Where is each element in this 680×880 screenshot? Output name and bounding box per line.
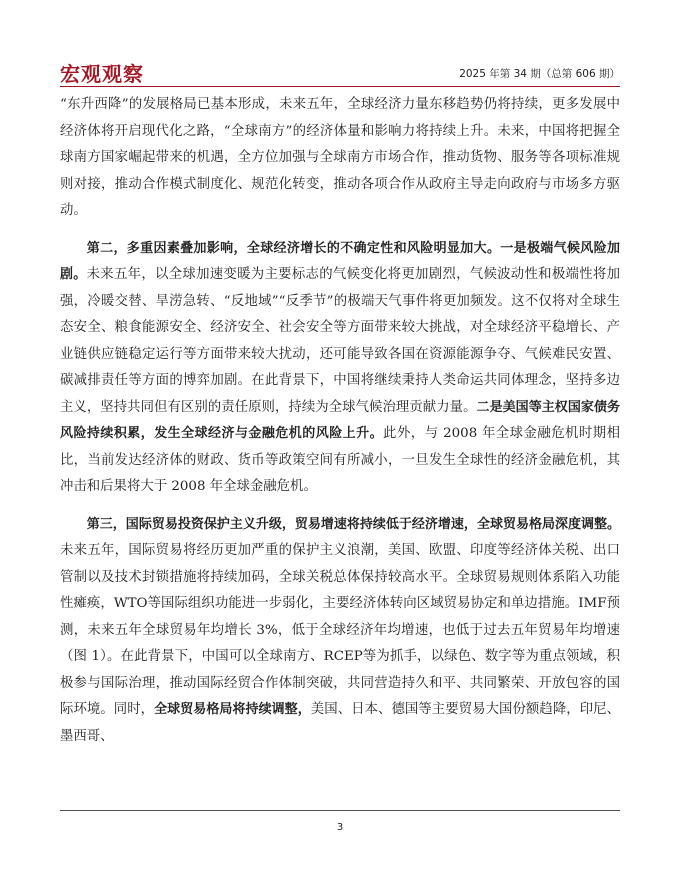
article-body (60, 92, 620, 761)
page-number: 3 (336, 822, 344, 833)
page-header (60, 58, 620, 88)
bold-heading-run: 第二，多重因素叠加影响，全球经济增长的不确定性和风险明显加大。一是极端气候风险加剧。 (60, 240, 620, 282)
header-divider (60, 86, 620, 87)
footer-divider (60, 810, 620, 811)
paragraph-1 (60, 92, 620, 225)
paragraph-3 (60, 512, 620, 751)
bold-heading-run: 第三，国际贸易投资保护主义升级，贸易增速将持续低于经济增速，全球贸易格局深度调整。 (86, 516, 620, 532)
text-run: 未来五年，国际贸易将经历更加严重的保护主义浪潮，美国、欧盟、印度等经济体关税、出口管制以及技术封锁措施将持续加码，全球关税总体保持较高水平。全球贸易规则体系陷入功能性瘫痪，WTO等国际组织功能进一步弱化，主要经济体转向区域贸易协定和单边措施。IMF预测，未来五年全球贸易年均增长 3%，低于全球经济年均增速，也低于过去五年贸易年均增速（图 1）。在此背景下，中国可以全球南方、RCEP等为抓手，以绿色、数字等为重点领域，积极参与国际治理，推动国际经贸合作体制突破，共同营造持久和平、共同繁荣、开放包容的国际环境。同时， (60, 543, 620, 717)
text-run: 美国、日本、德国等主要贸易大国份额趋降，印尼、墨西哥、 (60, 702, 620, 744)
text-run: 此外，与 2008 年全球金融危机时期相比，当前发达经济体的财政、货币等政策空间有所减小，一旦发生全球性的经济金融危机，其冲击和后果将大于 2008 年全球金融危机。 (60, 426, 620, 494)
text-run: “东升西降”的发展格局已基本形成，未来五年，全球经济力量东移趋势仍将持续，更多发展中经济体将开启现代化之路，“全球南方”的经济体量和影响力将持续上升。未来，中国将把握全球南方国家崛起带来的机遇，全方位加强与全球南方市场合作，推动货物、服务等各项标准规则对接，推动合作模式制度化、规范化转变，推动各项合作从政府主导走向政府与市场多方驱动。 (60, 97, 620, 218)
issue-number: 2025 年第 34 期（总第 606 期） (459, 68, 620, 80)
bold-heading-run: 二是美国等主权国家债务风险持续积累，发生全球经济与金融危机的风险上升。 (60, 399, 620, 441)
text-run: 未来五年，以全球加速变暖为主要标志的气候变化将更加剧烈，气候波动性和极端性将加强，冷暖交替、旱涝急转、“反地域”“反季节”的极端天气事件将更加频发。这不仅将对全球生态安全、粮食能源安全、经济安全、社会安全等方面带来较大挑战，对全球经济平稳增长、产业链供应链稳定运行等方面带来较大扰动，还可能导致各国在资源能源争夺、气候难民安置、碳减排责任等方面的博弈加剧。在此背景下，中国将继续秉持人类命运共同体理念，坚持多边主义，坚持共同但有区别的责任原则，持续为全球气候治理贡献力量。 (60, 267, 620, 415)
publication-masthead: 宏观观察 (60, 62, 144, 86)
paragraph-2 (60, 236, 620, 501)
bold-heading-run: 全球贸易格局将持续调整， (154, 702, 311, 717)
